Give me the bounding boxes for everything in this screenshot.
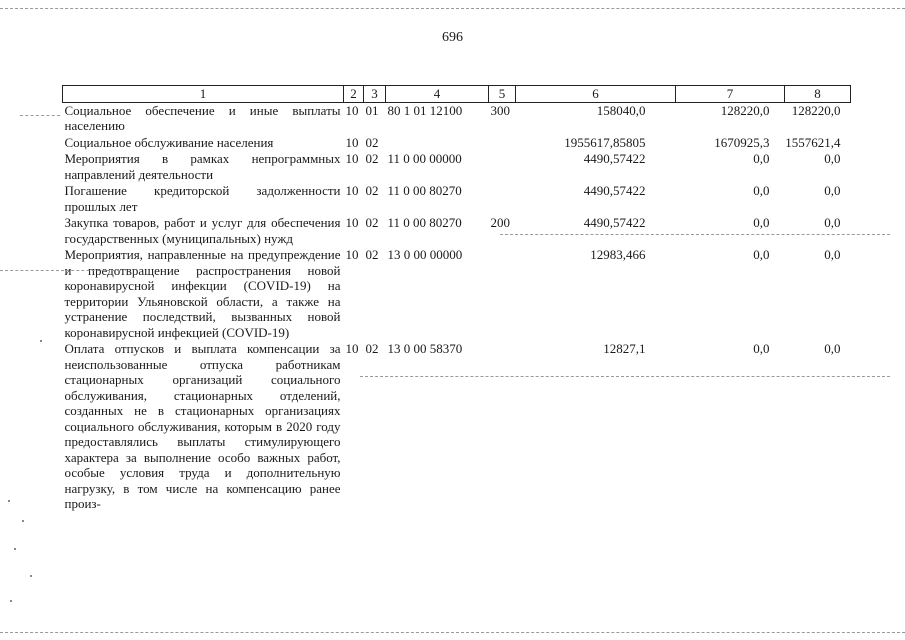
row-amount-col6: 1955617,85805 bbox=[564, 134, 646, 150]
table-header-row bbox=[63, 86, 851, 103]
scan-speck bbox=[14, 548, 16, 550]
row-subsection: 02 bbox=[365, 134, 379, 150]
row-expense-type: 300 bbox=[490, 102, 510, 118]
header-cell: 8 bbox=[785, 86, 851, 103]
row-target-article: 11 0 00 80270 bbox=[387, 183, 462, 198]
row-amount-col8: 0,0 bbox=[824, 247, 841, 262]
header-cell: 6 bbox=[516, 86, 676, 103]
row-section: 10 bbox=[345, 247, 359, 262]
row-amount-col6: 12827,1 bbox=[603, 341, 646, 356]
row-name: Социальное обслуживание населения bbox=[64, 134, 274, 150]
table-row bbox=[63, 135, 851, 152]
table-row bbox=[63, 247, 851, 341]
scan-speck bbox=[22, 520, 24, 522]
budget-table bbox=[62, 85, 851, 513]
row-amount-col8: 128220,0 bbox=[791, 102, 841, 118]
row-name: Социальное обеспечение и иные выплаты населению bbox=[64, 102, 341, 133]
row-subsection: 02 bbox=[365, 215, 379, 230]
row-subsection: 02 bbox=[365, 151, 379, 166]
row-amount-col8: 0,0 bbox=[824, 215, 841, 230]
row-amount-col7: 0,0 bbox=[753, 247, 770, 262]
header-cell: 4 bbox=[386, 86, 489, 103]
row-subsection: 02 bbox=[365, 341, 379, 356]
row-amount-col6: 158040,0 bbox=[596, 102, 646, 118]
row-subsection: 02 bbox=[365, 183, 379, 198]
row-section: 10 bbox=[345, 183, 359, 198]
row-amount-col6: 4490,57422 bbox=[583, 215, 646, 230]
row-name: Оплата отпусков и выплата компенсации за неиспользованные отпуска работникам стационарных организаций социального обслуживания, стационарных отделений, созданных не в стационарных организациях социального обслуживания, которым в 2020 году предоставлялись выплаты стимулирующего характера за выполнение особо важных работ, особые условия труда и дополнительную нагрузку, в том числе на компенсацию ранее произ- bbox=[64, 341, 341, 511]
row-target-article: 13 0 00 58370 bbox=[387, 341, 463, 356]
row-name: Закупка товаров, работ и услуг для обеспечения государственных (муниципальных) нужд bbox=[64, 215, 341, 246]
scan-artifact-line bbox=[360, 376, 890, 377]
header-cell: 5 bbox=[489, 86, 516, 103]
row-amount-col6: 4490,57422 bbox=[583, 151, 646, 166]
row-amount-col8: 0,0 bbox=[824, 341, 841, 356]
row-expense-type bbox=[489, 183, 516, 215]
table-row bbox=[63, 183, 851, 215]
row-expense-type bbox=[489, 151, 516, 183]
row-target-article: 13 0 00 00000 bbox=[387, 247, 463, 262]
row-expense-type bbox=[489, 247, 516, 341]
row-subsection: 02 bbox=[365, 247, 379, 262]
scan-artifact-line bbox=[500, 234, 890, 235]
row-amount-col7: 0,0 bbox=[753, 215, 770, 230]
scan-speck bbox=[40, 340, 42, 342]
row-expense-type bbox=[489, 341, 516, 513]
row-amount-col7: 0,0 bbox=[753, 151, 770, 166]
table-row bbox=[63, 215, 851, 247]
table-row bbox=[63, 151, 851, 183]
row-name: Погашение кредиторской задолженности прошлых лет bbox=[64, 183, 341, 214]
row-amount-col8: 1557621,4 bbox=[785, 134, 841, 150]
row-subsection: 01 bbox=[365, 102, 379, 118]
header-cell: 1 bbox=[63, 86, 344, 103]
scan-speck bbox=[10, 600, 12, 602]
scan-speck bbox=[30, 575, 32, 577]
row-expense-type: 200 bbox=[490, 215, 510, 230]
row-section: 10 bbox=[345, 215, 359, 230]
row-amount-col8: 0,0 bbox=[824, 183, 841, 198]
row-amount-col7: 128220,0 bbox=[720, 102, 770, 118]
row-amount-col7: 0,0 bbox=[753, 183, 770, 198]
header-cell: 2 bbox=[344, 86, 364, 103]
row-section: 10 bbox=[345, 151, 359, 166]
scan-artifact-line bbox=[0, 632, 905, 633]
scan-artifact-line bbox=[0, 8, 905, 9]
header-cell: 3 bbox=[364, 86, 386, 103]
row-target-article: 11 0 00 00000 bbox=[387, 151, 462, 166]
row-amount-col7: 1670925,3 bbox=[714, 134, 770, 150]
row-amount-col6: 4490,57422 bbox=[583, 183, 646, 198]
row-amount-col6: 12983,466 bbox=[590, 247, 646, 262]
page-number: 696 bbox=[442, 30, 463, 45]
row-target-article: 80 1 01 12100 bbox=[387, 102, 463, 118]
table-row bbox=[63, 102, 851, 135]
row-target-article bbox=[386, 135, 489, 152]
row-section: 10 bbox=[345, 341, 359, 356]
header-cell: 7 bbox=[676, 86, 785, 103]
row-name: Мероприятия в рамках непрограммных направлений деятельности bbox=[64, 151, 341, 182]
row-target-article: 11 0 00 80270 bbox=[387, 215, 462, 230]
scan-artifact-line bbox=[20, 115, 60, 116]
row-section: 10 bbox=[345, 134, 359, 150]
row-expense-type bbox=[489, 135, 516, 152]
table-row bbox=[63, 341, 851, 513]
scan-artifact-line bbox=[0, 270, 120, 271]
row-amount-col8: 0,0 bbox=[824, 151, 841, 166]
scan-speck bbox=[8, 500, 10, 502]
row-amount-col7: 0,0 bbox=[753, 341, 770, 356]
row-name: Мероприятия, направленные на предупреждение и предотвращение распространения новой коронавирусной инфекции (COVID-19) на территории Ульяновской области, а также на устранение последствий, вызванных новой коронавирусной инфекцией (COVID-19) bbox=[64, 247, 341, 340]
row-section: 10 bbox=[345, 102, 359, 118]
